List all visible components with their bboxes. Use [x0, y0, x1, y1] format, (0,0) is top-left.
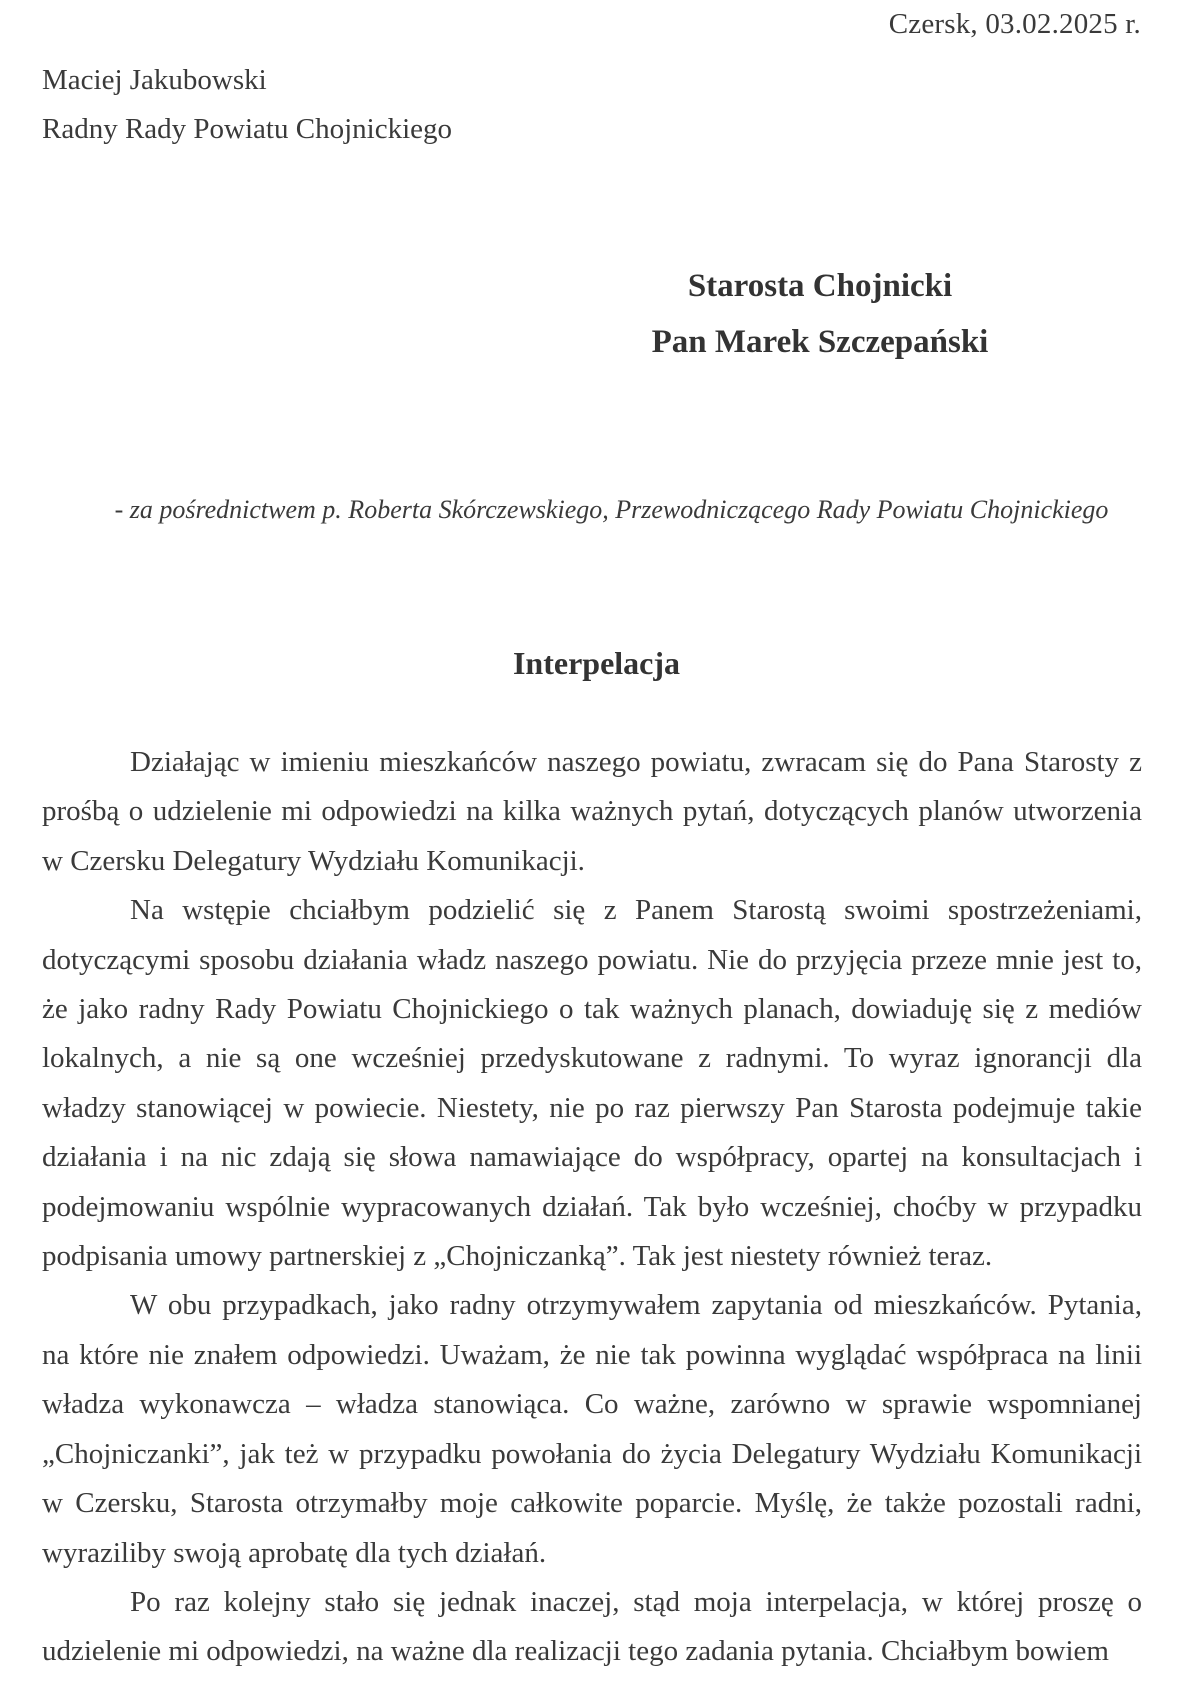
paragraph: Działając w imieniu mieszkańców naszego powiatu, zwracam się do Pana Starosty z prośbą o udzielenie mi odpowiedzi na kilka ważnych pytań, dotyczących planów utworzenia w Czersku Delegatury Wydziału Komunikacji.	[42, 746, 1142, 877]
date-line: Czersk, 03.02.2025 r.	[888, 8, 1141, 40]
sender-block	[42, 56, 452, 154]
paragraph: Na wstępie chciałbym podzielić się z Panem Starostą swoimi spostrzeżeniami, dotyczącymi sposobu działania władz naszego powiatu. Nie do przyjęcia przeze mnie jest to, że jako radny Rady Powiatu Chojnickiego o tak ważnych planach, dowiaduję się z mediów lokalnych, a nie są one wcześniej przedyskutowane z radnymi. To wyraz ignorancji dla władzy stanowiącej w powiecie. Niestety, nie po raz pierwszy Pan Starosta podejmuje takie działania i na nic zdają się słowa namawiające do współpracy, opartej na konsultacjach i podejmowaniu wspólnie wypracowanych działań. Tak było wcześniej, choćby w przypadku podpisania umowy partnerskiej z „Chojniczanką”. Tak jest niestety również teraz.	[42, 894, 1142, 1273]
sender-name: Maciej Jakubowski	[42, 64, 267, 96]
letter-body	[42, 738, 1142, 1677]
paragraph: Po raz kolejny stało się jednak inaczej, stąd moja interpelacja, w której proszę o udzielenie mi odpowiedzi, na ważne dla realizacji tego zadania pytania. Chciałbym bowiem	[42, 1585, 1142, 1668]
recipient-block	[640, 258, 1000, 370]
via-line: - za pośrednictwem p. Roberta Skórczewskiego, Przewodniczącego Rady Powiatu Chojnickiego	[114, 495, 1109, 524]
document-title: Interpelacja	[512, 645, 681, 681]
recipient-line-1: Starosta Chojnicki	[687, 268, 953, 304]
recipient-line-2: Pan Marek Szczepański	[651, 324, 989, 360]
sender-title: Radny Rady Powiatu Chojnickiego	[42, 113, 452, 145]
paragraph: W obu przypadkach, jako radny otrzymywałem zapytania od mieszkańców. Pytania, na które nie znałem odpowiedzi. Uważam, że nie tak powinna wyglądać współpraca na linii władza wykonawcza – władza stanowiąca. Co ważne, zarówno w sprawie wspomnianej „Chojniczanki”, jak też w przypadku powołania do życia Delegatury Wydziału Komunikacji w Czersku, Starosta otrzymałby moje całkowite poparcie. Myślę, że także pozostali radni, wyraziliby swoją aprobatę dla tych działań.	[42, 1289, 1142, 1569]
